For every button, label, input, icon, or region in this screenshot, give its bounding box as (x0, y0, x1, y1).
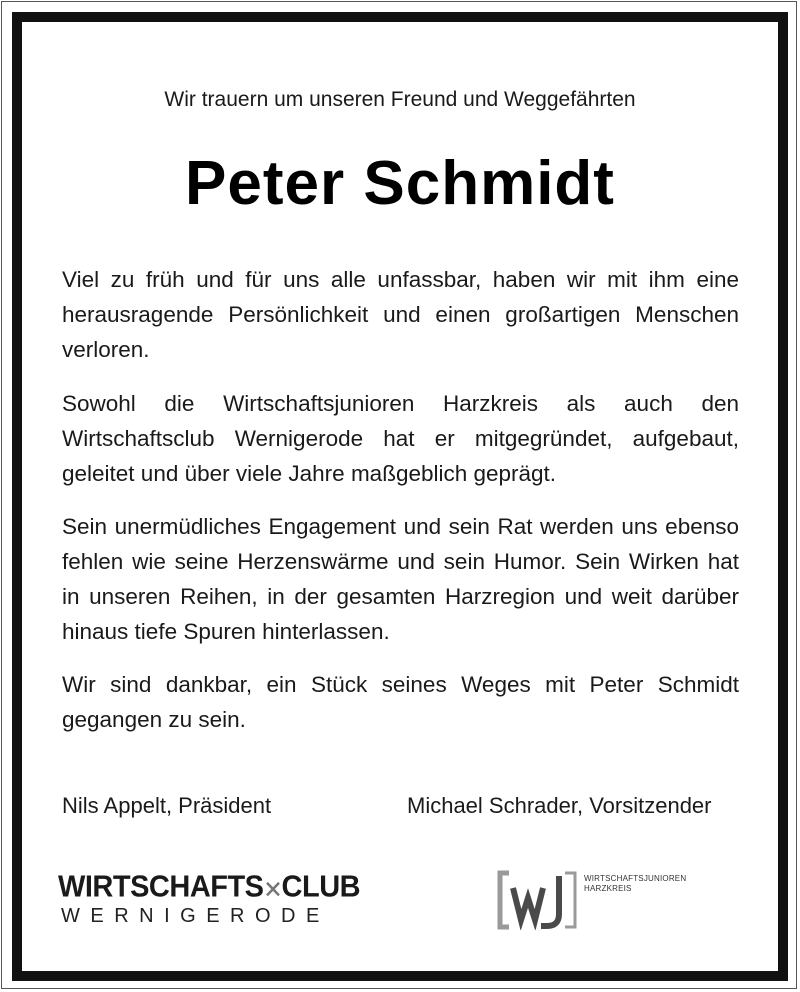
wirtschaftsjunioren-text (584, 874, 686, 894)
wj-line1: WIRTSCHAFTSJUNIOREN (584, 874, 687, 883)
paragraph-2: Sowohl die Wirtschaftsjunioren Harzkreis als auch den Wirtschaftsclub Wernigerode hat er mitgegründet, aufgebaut, geleitet und über viele Jahre maßgeblich geprägt. (62, 391, 739, 486)
wirtschaftsjunioren-logo (497, 868, 717, 932)
signatory-left: Nils Appelt, Präsident (62, 793, 272, 818)
signatory-right: Michael Schrader, Vorsitzender (407, 793, 712, 818)
paragraph-1: Viel zu früh und für uns alle unfassbar, haben wir mit ihm eine herausragende Persönlichkeit und einen großartigen Menschen verloren. (62, 267, 739, 362)
wj-mark-icon (497, 870, 579, 930)
intro-line: Wir trauern um unseren Freund und Weggefährten (164, 88, 636, 111)
wirtschaftsclub-word1: WIRTSCHAFTS (58, 870, 264, 904)
wirtschaftsclub-wordmark (58, 870, 361, 904)
paragraph-3: Sein unermüdliches Engagement und sein Rat werden uns ebenso fehlen wie seine Herzenswärme und sein Humor. Sein Wirken hat in unseren Reihen, in der gesamten Harzregion und weit darüber hinaus tiefe Spuren hinterlassen. (62, 514, 739, 644)
wirtschaftsclub-logo (58, 870, 361, 932)
wirtschaftsclub-word2: CLUB (281, 870, 361, 904)
wirtschaftsclub-subtitle: WERNIGERODE (61, 905, 330, 928)
wj-line2: HARZKREIS (584, 884, 632, 893)
deceased-name: Peter Schmidt (185, 149, 615, 218)
paragraph-4: Wir sind dankbar, ein Stück seines Weges mit Peter Schmidt gegangen zu sein. (62, 672, 739, 732)
cross-icon (264, 873, 282, 905)
